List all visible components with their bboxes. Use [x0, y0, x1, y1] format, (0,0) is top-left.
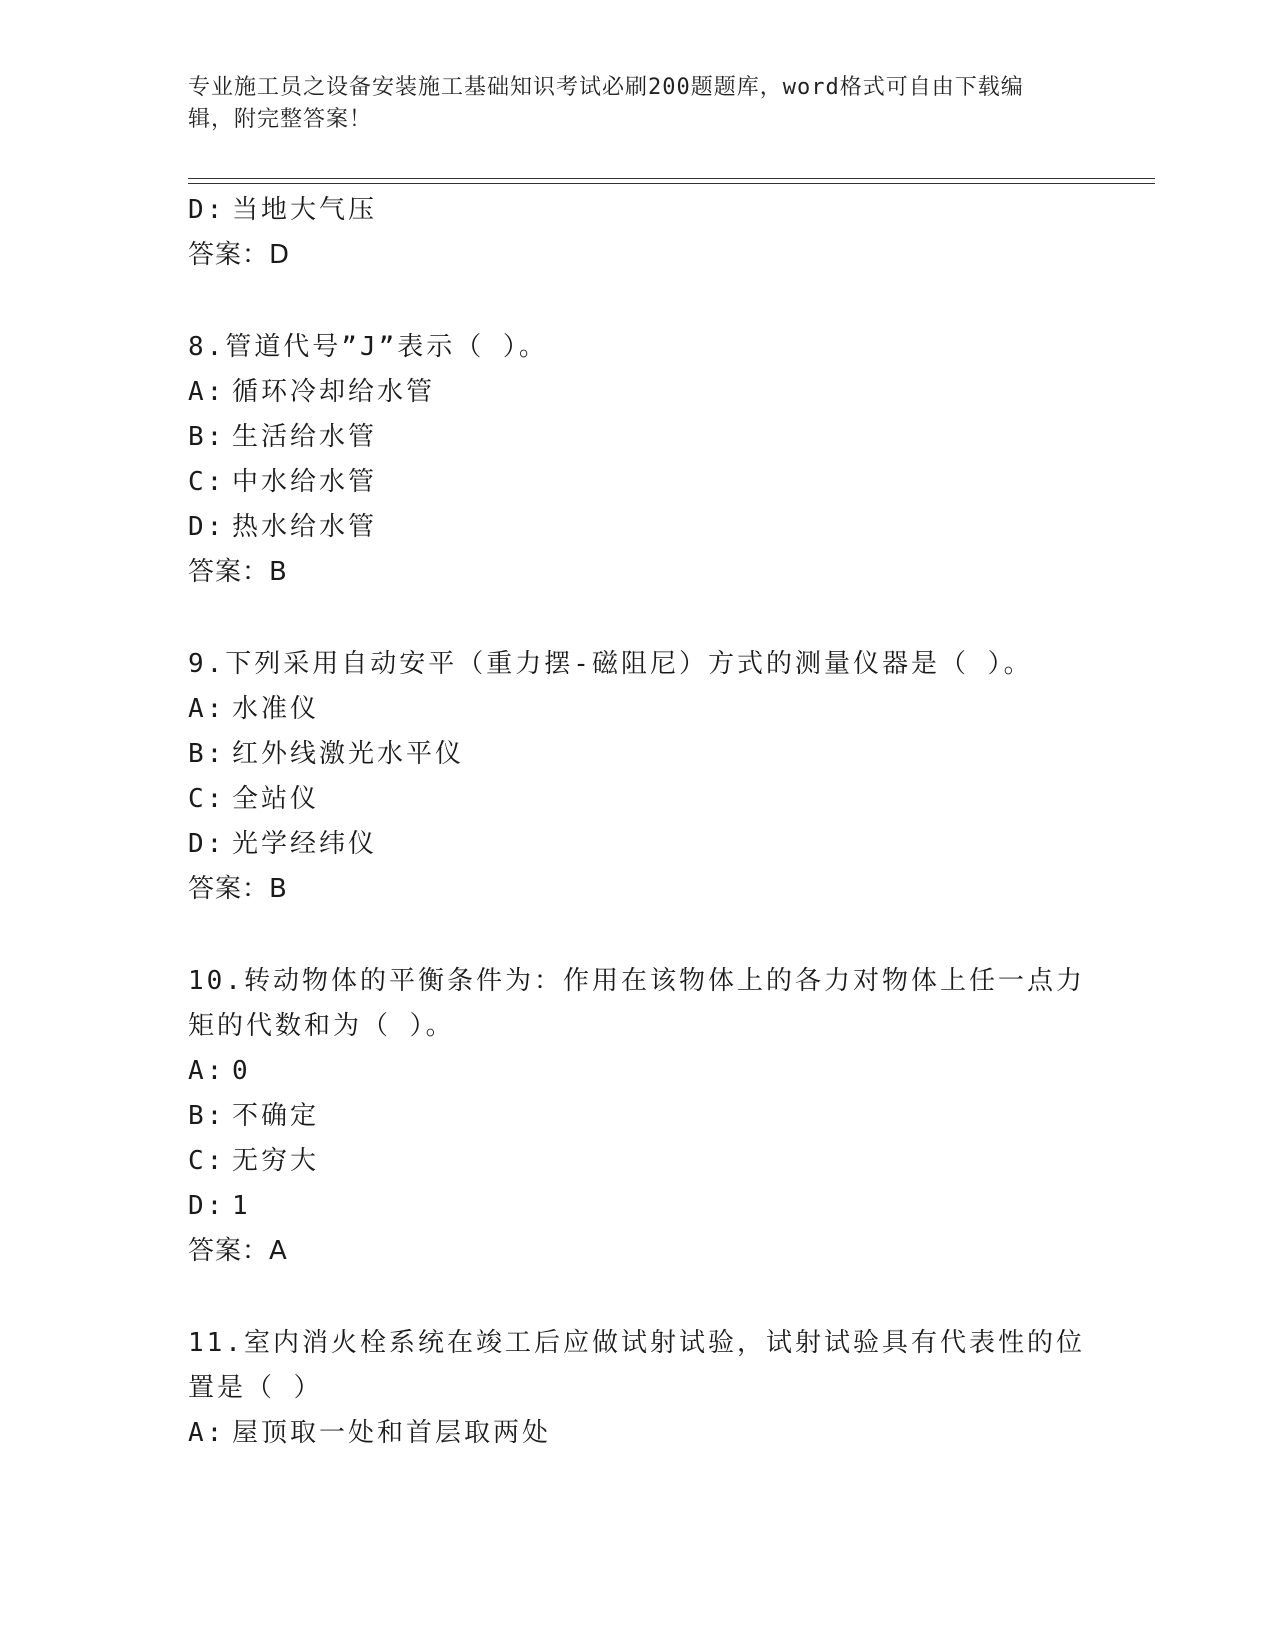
option-key: C:: [188, 784, 226, 814]
block-spacer: [188, 1274, 1088, 1321]
option-key: C:: [188, 467, 226, 497]
option-b: [188, 1094, 1088, 1139]
option-key: C:: [188, 1146, 226, 1176]
option-c: [188, 777, 1088, 822]
question-block: [188, 959, 1088, 1274]
question-block: [188, 325, 1088, 595]
answer-line: 答案：B: [188, 874, 288, 904]
question-text: 8.管道代号”J”表示（ ）。: [188, 332, 548, 362]
question-block: [188, 1321, 1088, 1456]
block-spacer: [188, 912, 1088, 959]
option-key: D:: [188, 195, 226, 225]
document-header: 专业施工员之设备安装施工基础知识考试必刷200题题库，word格式可自由下载编辑，附完整答案！: [188, 75, 1024, 132]
block-spacer: [188, 278, 1088, 325]
option-a: [188, 687, 1088, 732]
option-key: A:: [188, 1418, 226, 1448]
question-block: [188, 642, 1088, 912]
option-key: A:: [188, 1056, 226, 1086]
option-text: 水准仪: [232, 694, 320, 724]
question-text: 11.室内消火栓系统在竣工后应做试射试验，试射试验具有代表性的位置是（ ）: [188, 1328, 1085, 1403]
option-key: A:: [188, 694, 226, 724]
option-key: D:: [188, 512, 226, 542]
option-text: 无穷大: [232, 1146, 320, 1176]
header-divider-top: [188, 178, 1155, 179]
option-d: [188, 188, 1088, 233]
option-key: B:: [188, 739, 226, 769]
option-text: 不确定: [232, 1101, 320, 1131]
option-d: [188, 1184, 1088, 1229]
option-key: D:: [188, 829, 226, 859]
option-text: 全站仪: [232, 784, 320, 814]
option-key: B:: [188, 1101, 226, 1131]
option-text: 屋顶取一处和首层取两处: [232, 1418, 552, 1448]
header-divider-bottom: [188, 183, 1155, 184]
option-text: 当地大气压: [232, 195, 378, 225]
option-d: [188, 505, 1088, 550]
option-c: [188, 460, 1088, 505]
option-b: [188, 732, 1088, 777]
option-key: B:: [188, 422, 226, 452]
option-text: 红外线激光水平仪: [232, 739, 465, 769]
question-text: 10.转动物体的平衡条件为：作用在该物体上的各力对物体上任一点力矩的代数和为（ ）。: [188, 966, 1085, 1041]
option-a: [188, 1049, 1088, 1094]
option-text: 生活给水管: [232, 422, 378, 452]
option-text: 热水给水管: [232, 512, 378, 542]
option-text: 中水给水管: [232, 467, 378, 497]
option-c: [188, 1139, 1088, 1184]
option-text: 光学经纬仪: [232, 829, 378, 859]
answer-line: 答案：A: [188, 1236, 288, 1266]
option-key: D:: [188, 1191, 226, 1221]
option-b: [188, 415, 1088, 460]
option-key: A:: [188, 377, 226, 407]
answer-line: 答案：D: [188, 240, 291, 270]
option-d: [188, 822, 1088, 867]
question-list: [188, 188, 1088, 1456]
option-text: 0: [232, 1056, 251, 1086]
question-block: [188, 188, 1088, 278]
option-text: 1: [232, 1191, 251, 1221]
answer-line: 答案：B: [188, 557, 288, 587]
question-text: 9.下列采用自动安平（重力摆-磁阻尼）方式的测量仪器是（ ）。: [188, 649, 1033, 679]
option-a: [188, 1411, 1088, 1456]
option-a: [188, 370, 1088, 415]
option-text: 循环冷却给水管: [232, 377, 436, 407]
block-spacer: [188, 595, 1088, 642]
